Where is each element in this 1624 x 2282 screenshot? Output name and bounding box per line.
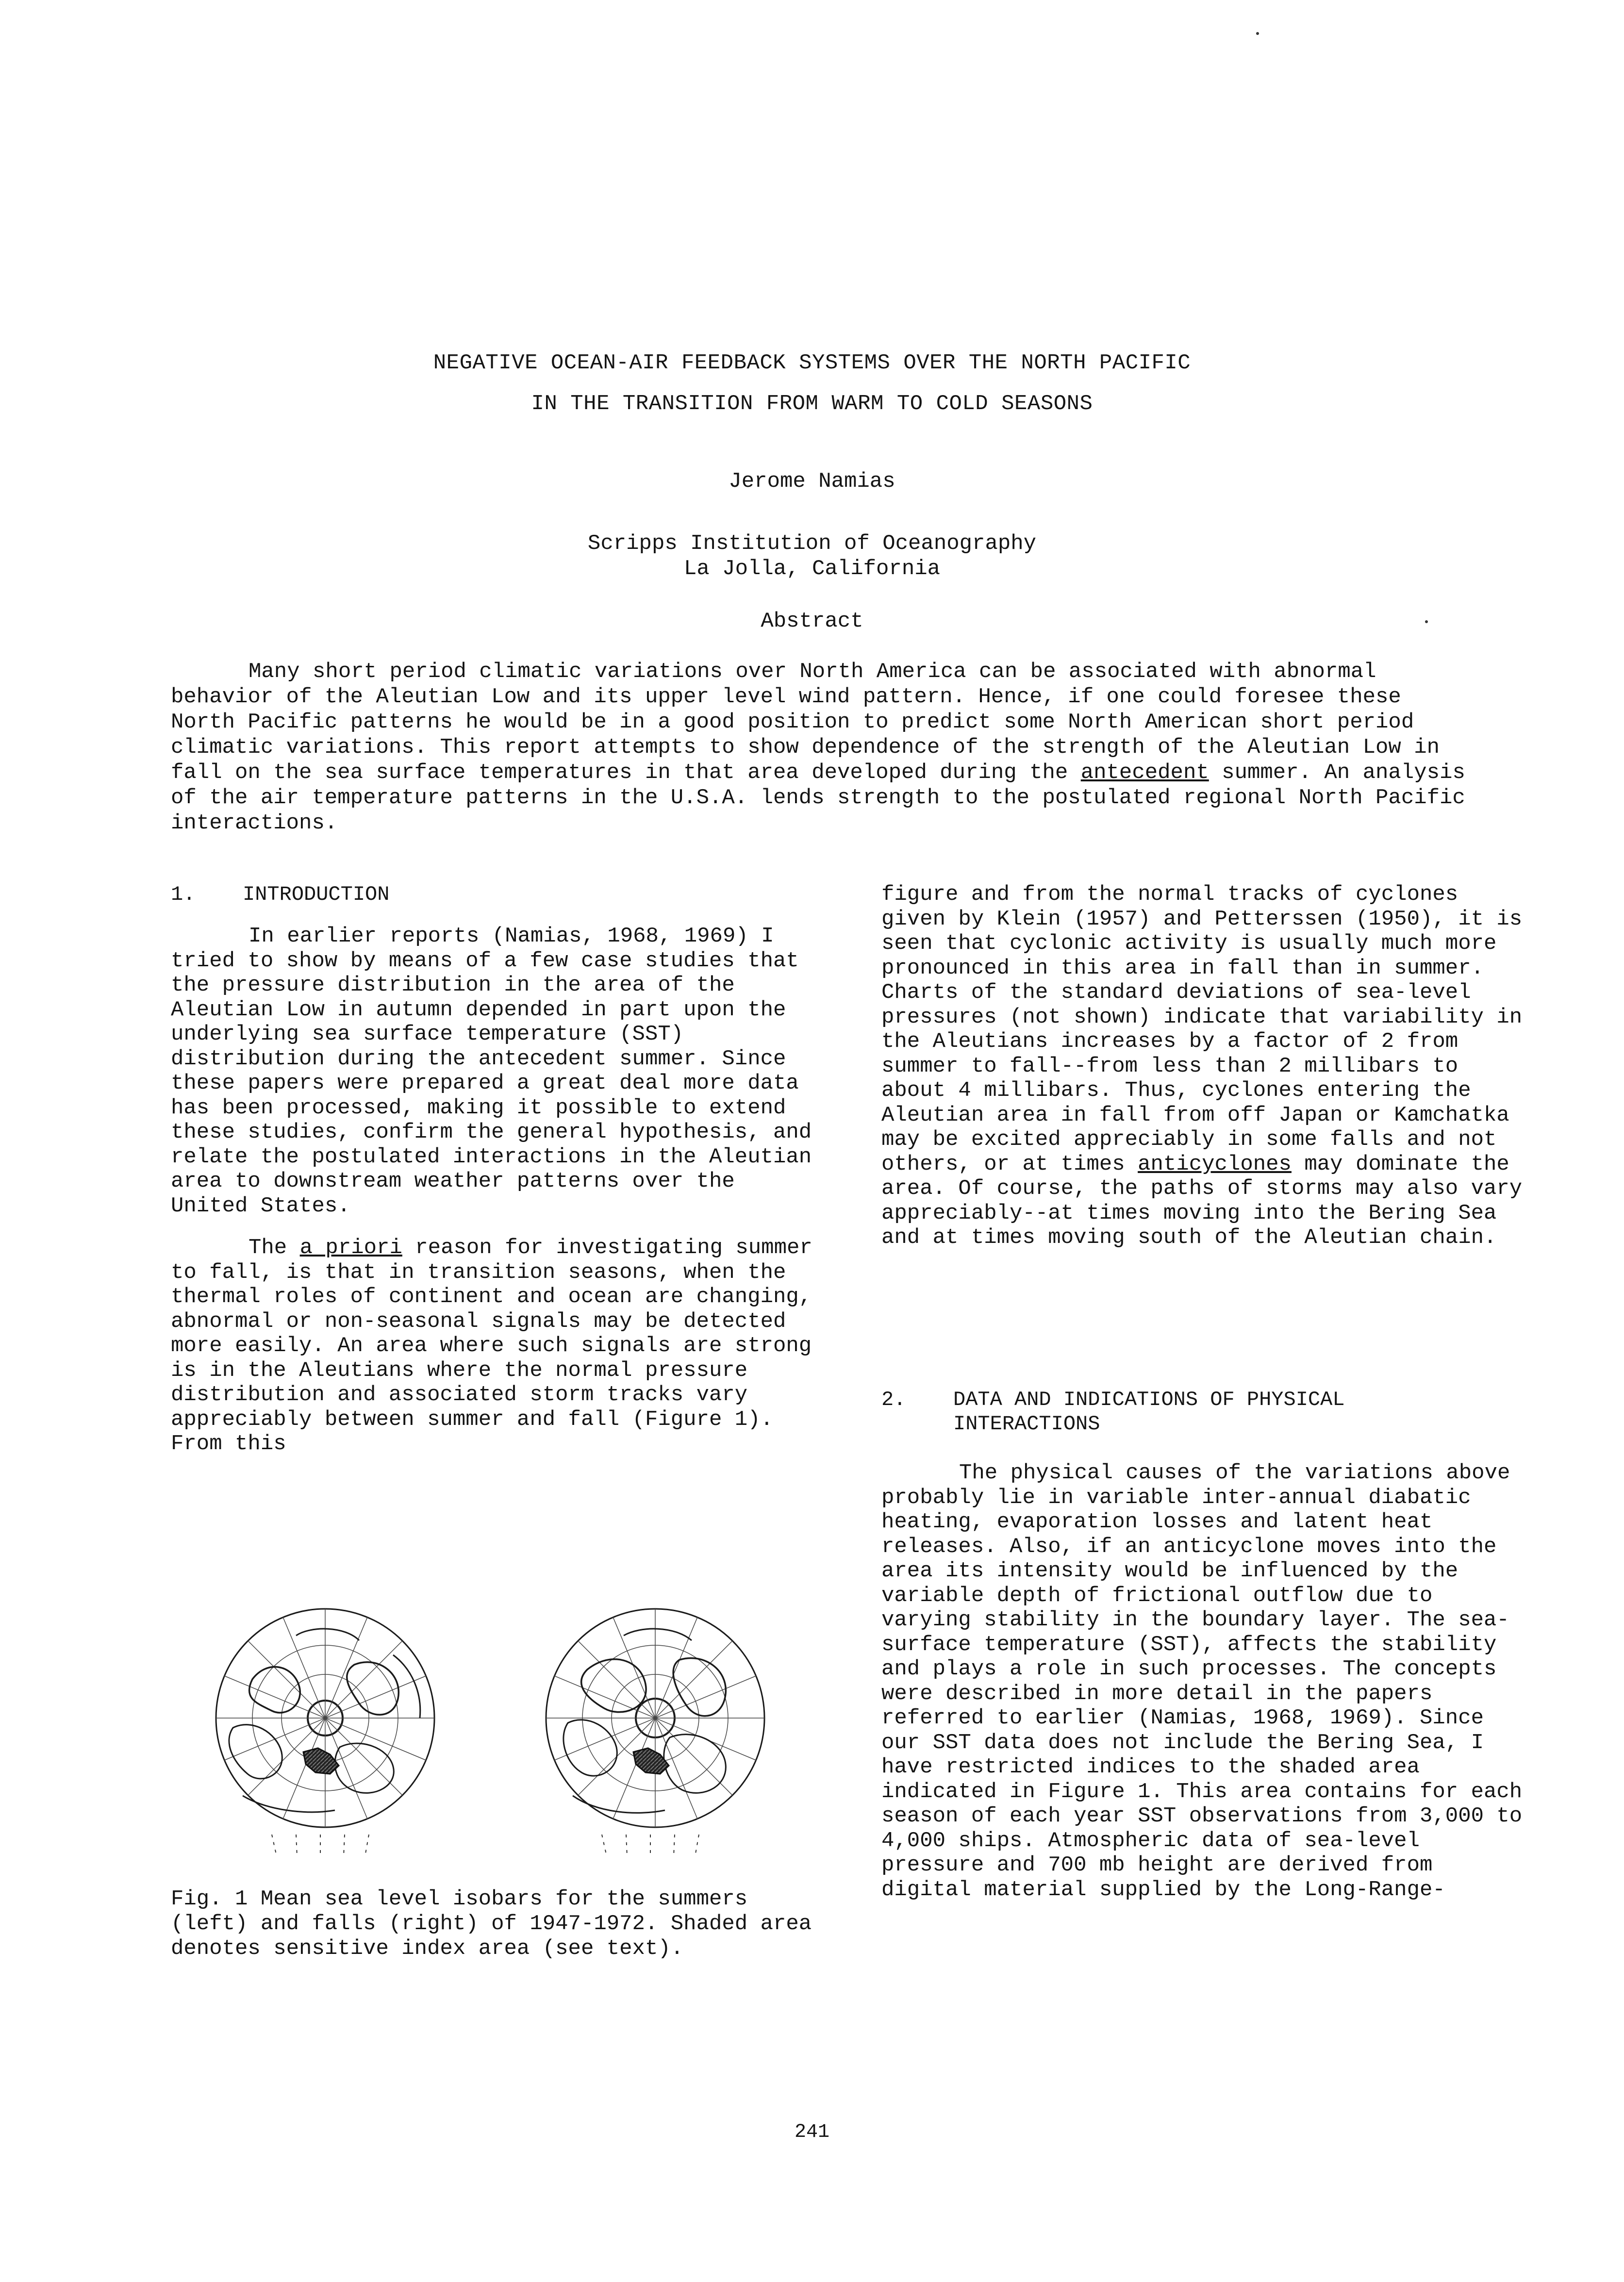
scan-speck <box>1256 32 1259 35</box>
figure-1-caption: Fig. 1 Mean sea level isobars for the summers (left) and falls (right) of 1947-1972. Shaded area denotes sensitive index area (see text). <box>171 1887 812 1961</box>
affiliation-line-1: Scripps Institution of Oceanography <box>587 531 1037 556</box>
paper-title <box>0 343 1624 424</box>
section-2-paragraph-1: The physical causes of the variations above probably lie in variable inter-annual diabatic heating, evaporation losses and latent heat releases. Also, if an anticyclone moves into the area its intensity would be influenced by the variable depth of frictional outflow due to varying stability in the boundary layer. The sea-surface temperature (SST), affects the stability and plays a role in such processes. The concepts were described in more detail in the papers referred to earlier (Namias, 1968, 1969). Since our SST data does not include the Bering Sea, I have restricted indices to the shaded area indicated in Figure 1. This area contains for each season of each year SST observations from 3,000 to 4,000 ships. Atmospheric data of sea-level pressure and 700 mb height are derived from digital material supplied by the Long-Range- <box>881 1461 1523 1902</box>
fall-map <box>546 1609 764 1856</box>
abstract-part-1: Many short period climatic variations over North America can be associated with abnormal behavior of the Aleutian Low and its upper level wind pattern. Hence, if one could foresee these North Pacific patterns he would be in a good position to predict some North American short period climatic variations. This report attempts to show dependence of the strength of the Aleutian Low in fall on the sea surface temperatures in that area developed during the <box>171 660 1440 785</box>
right-column <box>881 882 1527 1250</box>
section-2-body <box>881 1461 1527 1902</box>
section-1-number: 1. <box>171 883 196 906</box>
intro-paragraph-1: In earlier reports (Namias, 1968, 1969) I tried to show by means of a few case studies that the pressure distribution in the area of the Aleutian Low in autumn depended in part upon the underlying sea surface temperature (SST) distribution during the antecedent summer. Since these papers were prepared a great deal more data has been processed, making it possible to extend these studies, confirm the general hypothesis, and relate the postulated interactions in the Aleutian area to downstream weather patterns over the United States. <box>171 924 812 1218</box>
summer-map <box>216 1609 434 1856</box>
intro-p2-post: reason for investigating summer to fall, is that in transition seasons, when the thermal roles of continent and ocean are changing, abnormal or non-seasonal signals may be detected more easily. An area where such signals are strong is in the Aleutians where the normal pressure distribution and associated storm tracks vary appreciably between summer and fall (Figure 1). From this <box>171 1236 812 1456</box>
abstract-emphasis: antecedent <box>1080 761 1209 785</box>
right-p1-post: may dominate the area. Of course, the paths of storms may also vary appreciably--at times moving into the Bering Sea and at times moving south of the Aleutian chain. <box>881 1152 1523 1250</box>
scan-speck <box>1425 620 1428 623</box>
section-2-heading <box>881 1388 1487 1436</box>
section-2-title: DATA AND INDICATIONS OF PHYSICAL INTERACTIONS <box>953 1388 1345 1436</box>
abstract-heading: Abstract <box>761 609 863 633</box>
section-2-number: 2. <box>881 1388 906 1411</box>
section-1-heading <box>171 882 816 907</box>
intro-p2-pre: The <box>249 1236 300 1260</box>
right-column-paragraph-1 <box>881 882 1527 1250</box>
figure-1-isobar-maps <box>184 1606 806 1859</box>
intro-p2-emphasis: a priori <box>299 1236 402 1260</box>
intro-paragraph-2 <box>171 1236 816 1456</box>
right-p1-emphasis: anticyclones <box>1138 1152 1292 1176</box>
page-number: 241 <box>794 2121 829 2143</box>
author-name: Jerome Namias <box>729 469 895 494</box>
affiliation-line-2: La Jolla, California <box>683 557 941 581</box>
title-line-2: IN THE TRANSITION FROM WARM TO COLD SEASONS <box>531 392 1093 416</box>
right-p1-pre: figure and from the normal tracks of cyclones given by Klein (1957) and Petterssen (1950), it is seen that cyclonic activity is usually much more pronounced in this area in fall than in summer. Charts of the standard deviations of sea-level pressures (not shown) indicate that variability in the Aleutians increases by a factor of 2 from summer to fall--from less than 2 millibars to about 4 millibars. Thus, cyclones entering the Aleutian area in fall from off Japan or Kamchatka may be excited appreciably in some falls and not others, or at times <box>881 882 1523 1176</box>
left-column <box>171 882 816 1456</box>
abstract-part-2: summer. An analysis of the air temperature patterns in the U.S.A. lends strength to the postulated regional North Pacific interactions. <box>171 761 1465 835</box>
title-line-1: NEGATIVE OCEAN-AIR FEEDBACK SYSTEMS OVER THE NORTH PACIFIC <box>433 351 1191 375</box>
author-affiliation <box>0 531 1624 581</box>
section-1-title: INTRODUCTION <box>243 883 390 906</box>
abstract-text <box>171 659 1472 836</box>
